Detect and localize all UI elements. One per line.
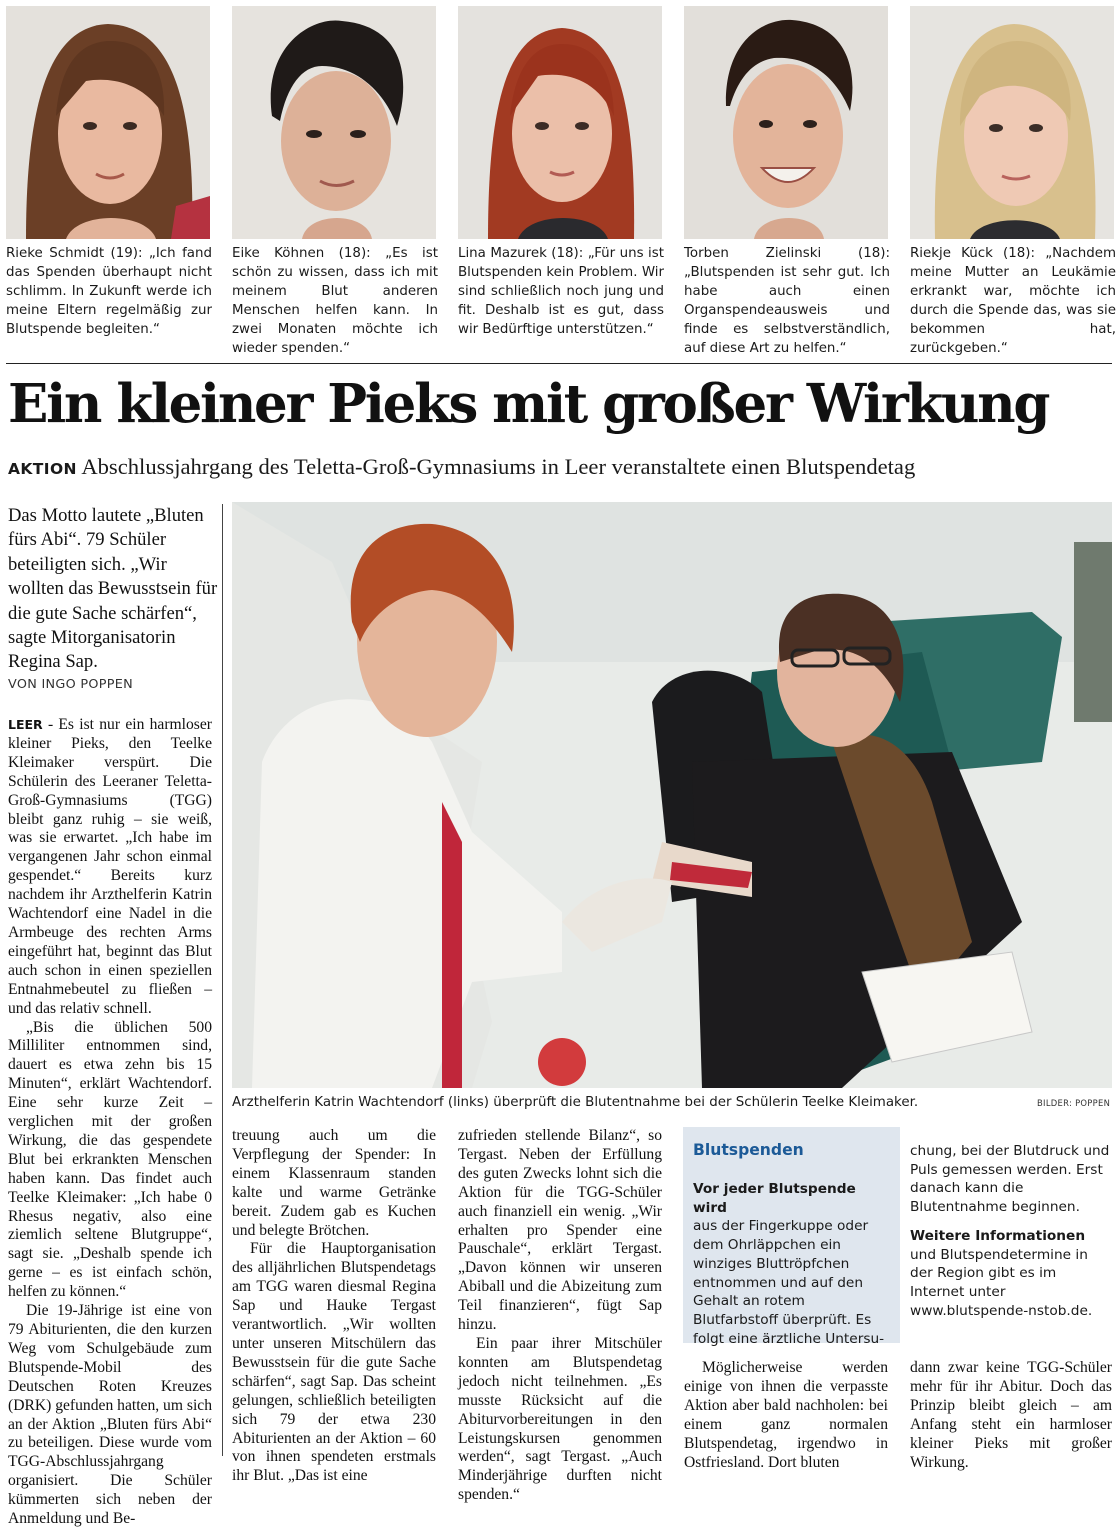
byline: VON INGO POPPEN xyxy=(8,677,134,692)
portrait-photo-rieke-schmidt xyxy=(6,6,210,239)
article-column-5 xyxy=(910,1359,1112,1472)
paragraph: Für die Hauptorganisation des alljährlichen Blutspendetags am TGG waren diesmal Regina Sap und Hauke Tergast verantwortlich. „Wir wollten unter unseren Mitschülern das Bewusstsein für die gute Sache schärfen“, sagt Sap. Das scheint gelungen, schließlich beteiligten sich 79 der etwa 230 Abiturienten an der Aktion – 60 von ihnen spendeten erstmals ihr Blut. „Das ist eine xyxy=(232,1240,436,1485)
article-column-1 xyxy=(8,716,212,1529)
info-box-right-column: chung, bei der Blutdruck und Puls gemessen werden. Erst danach kann die Blutentnahme beginnen. Weitere Informationen und Blutspendetermine in der Region gibt es im Internet unter www.blutspende-nstob.de. xyxy=(910,1143,1110,1319)
portrait-caption-2: Eike Köhnen (18): „Es ist schön zu wissen, dass ich mit meinem Blut anderen Menschen helfen kann. In zwei Monaten möchte ich wieder spenden.“ xyxy=(232,246,438,356)
subheadline-text: Abschlussjahrgang des Teletta-Groß-Gymnasiums in Leer veranstaltete einen Blutspendetag xyxy=(81,454,916,479)
portrait-caption-1: Rieke Schmidt (19): „Ich fand das Spenden überhaupt nicht schlimm. In Zukunft werde ich meine Eltern regelmäßig zur Blutspende begleiten.“ xyxy=(6,246,212,337)
portrait-caption-5: Riekje Kück (18): „Nachdem meine Mutter an Leukämie erkrankt war, möchte ich durch die Spende das, was sie bekommen hat, zurückgeben.“ xyxy=(910,246,1116,356)
portrait-photo-torben-zielinski xyxy=(684,6,888,239)
portrait-caption-3: Lina Mazurek (18): „Für uns ist Blutspenden kein Problem. Wir sind schließlich noch jung und fit. Deshalb ist es gut, dass wir Bedürftige unterstützen.“ xyxy=(458,246,664,337)
photo-credit: BILDER: POPPEN xyxy=(1037,1098,1111,1108)
info-box-left-column: Vor jeder Blutspende wird aus der Fingerkuppe oder dem Ohrläppchen ein winziges Bluttröpfchen entnommen und auf den Gehalt an rotem Blutfarbstoff überprüft. Es folgt eine ärztliche Untersu- xyxy=(693,1181,885,1347)
info-box-heading: Vor jeder Blutspende wird xyxy=(693,1181,856,1216)
column-divider xyxy=(222,504,223,1456)
portrait-photo-riekje-kueck xyxy=(910,6,1114,239)
paragraph: Ein paar ihrer Mitschüler konnten am Blutspendetag jedoch nicht teilnehmen. „Es musste Rücksicht auf die Abiturvorbereitungen in den Leistungskursen genommen werden“, sagt Tergast. „Auch Minderjährige durften nicht spenden.“ xyxy=(458,1334,662,1504)
paragraph: LEER - Es ist nur ein harmloser kleiner Pieks, den Teelke Kleimaker verspürt. Die Schülerin des Leeraner Teletta-Groß-Gymnasiums (TGG) bleibt ganz ruhig – sie weiß, was sie erwartet. „Ich habe im vergangenen Jahr schon einmal gespendet.“ Bereits kurz nachdem ihr Arzthelferin Katrin Wachtendorf eine Nadel in die Armbeuge des rechten Arms eingeführt hat, beginnt das Blut auch schon in einen speziellen Entnahmebeutel zu fließen – und das relativ schnell. xyxy=(8,716,212,1017)
headline: Ein kleiner Pieks mit großer Wirkung xyxy=(8,373,1049,435)
dateline: LEER xyxy=(8,717,43,732)
photo-caption: Arzthelferin Katrin Wachtendorf (links) überprüft die Blutentnahme bei der Schülerin Teelke Kleimaker. xyxy=(232,1095,919,1110)
article-column-4 xyxy=(684,1359,888,1472)
portrait-caption-4: Torben Zielinski (18): „Blutspenden ist sehr gut. Ich habe auch einen Organspendeausweis und finde es selbstverständlich, auf diese Art zu helfen.“ xyxy=(684,246,890,356)
paragraph: „Bis die üblichen 500 Milliliter entnommen sind, dauert es etwa zehn bis 15 Minuten“, erklärt Wachtendorf. Eine sehr kurze Zeit – verglichen mit der großen Wirkung, die das gespendete Blut bei erkrankten Menschen haben kann. Das findet auch Teelke Kleimaker: „Ich habe 0 Rhesus negativ, also eine ziemlich seltene Blutgruppe“, sagt sie. „Deshalb spende ich gerne – es ist einfach schön, helfen zu können.“ xyxy=(8,1018,212,1301)
paragraph: Möglicherweise werden einige von ihnen die verpasste Aktion aber bald nachholen: bei einem ganz normalen Blutspendetag, irgendwo in Ostfriesland. Dort bluten xyxy=(684,1359,888,1471)
lead-paragraph: Das Motto lautete „Bluten fürs Abi“. 79 Schüler beteiligten sich. „Wir wollten das Bewusstsein für die gute Sache schärfen“, sagte Mitorganisatorin Regina Sap. xyxy=(8,505,218,673)
article-column-2 xyxy=(232,1127,436,1486)
paragraph: dann zwar keine TGG-Schüler mehr für ihr Abitur. Doch das Prinzip bleibt gleich – am Anfang steht ein harmloser kleiner Pieks mit großer Wirkung. xyxy=(910,1359,1112,1471)
main-photo-blood-donation xyxy=(232,502,1112,1088)
portrait-photo-eike-koehnen xyxy=(232,6,436,239)
paragraph: Die 19-Jährige ist eine von 79 Abiturienten, die den kurzen Weg vom Schulgebäude zum Blutspende-Mobil des Deutschen Roten Kreuzes (DRK) gefunden hatten, um sich an der Aktion „Bluten fürs Abi“ zu beteiligen. Diese wurde vom TGG-Abschlussjahrgang organisiert. Die Schüler kümmerten sich neben der Anmeldung und Be- xyxy=(8,1302,212,1528)
portrait-photo-lina-mazurek xyxy=(458,6,662,239)
captions-rule xyxy=(6,363,1112,364)
article-column-3 xyxy=(458,1127,662,1505)
kicker: AKTION xyxy=(8,460,77,478)
info-box-title: Blutspenden xyxy=(693,1141,804,1159)
paragraph: treuung auch um die Verpflegung der Spender: In einem Klassenraum standen kalte und warme Getränke bereit. Zudem gab es Kuchen und belegte Brötchen. xyxy=(232,1127,436,1239)
subheadline xyxy=(8,452,1112,484)
info-box-heading: Weitere Informationen xyxy=(910,1227,1086,1244)
paragraph: zufrieden stellende Bilanz“, so Tergast. Neben der Erfüllung des guten Zwecks lohnt sich die Aktion für die TGG-Schüler auch finanziell ein wenig. „Wir erhalten pro Spender eine Pauschale“, erklärt Tergast. „Davon können wir unseren Abiball und die Abizeitung zum Teil finanzieren“, fügt Sap hinzu. xyxy=(458,1127,662,1334)
